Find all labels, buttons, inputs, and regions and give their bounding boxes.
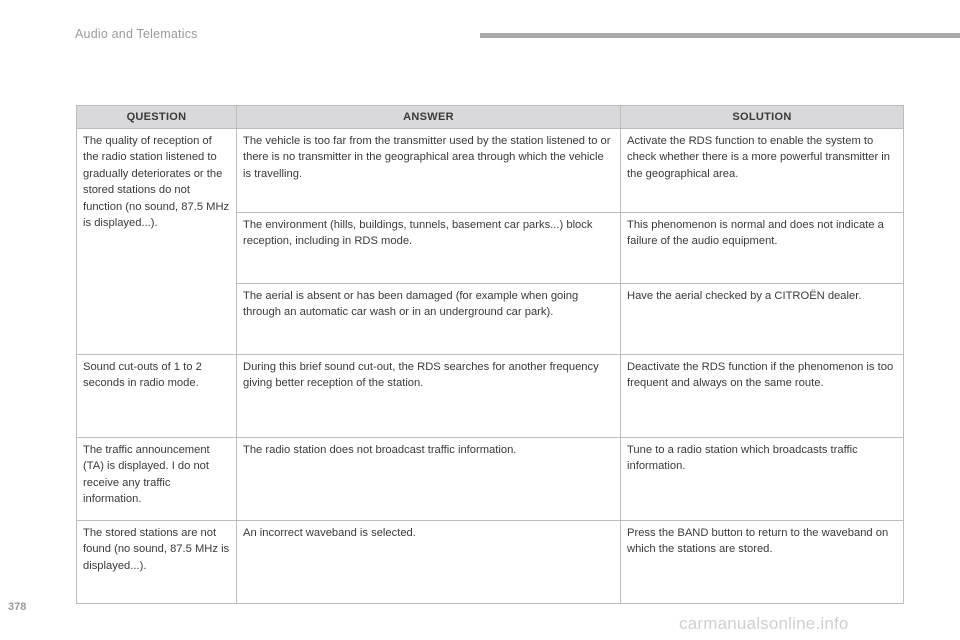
answer-cell: The radio station does not broadcast traffic information. [237,438,621,521]
solution-cell: Tune to a radio station which broadcasts traffic information. [621,438,904,521]
solution-cell: Deactivate the RDS function if the phenomenon is too frequent and always on the same route. [621,355,904,438]
column-header-answer: ANSWER [237,106,621,129]
table-header-row [77,106,904,129]
watermark[interactable]: carmanualsonline.info [679,614,849,633]
question-cell: The quality of reception of the radio station listened to gradually deteriorates or the stored stations do not function (no sound, 87.5 MHz is displayed...). [77,129,237,355]
answer-cell: An incorrect waveband is selected. [237,521,621,604]
answer-cell: During this brief sound cut-out, the RDS searches for another frequency giving better reception of the station. [237,355,621,438]
question-cell: The stored stations are not found (no sound, 87.5 MHz is displayed...). [77,521,237,604]
section-title: Audio and Telematics [75,27,198,41]
table-row [77,438,904,521]
faq-table [76,105,904,604]
page-number: 378 [8,601,27,613]
solution-cell: Activate the RDS function to enable the system to check whether there is a more powerful transmitter in the geographical area. [621,129,904,213]
header-rule [480,33,960,38]
answer-cell: The environment (hills, buildings, tunnels, basement car parks...) block reception, including in RDS mode. [237,213,621,284]
answer-cell: The aerial is absent or has been damaged (for example when going through an automatic car wash or in an underground car park). [237,284,621,355]
question-cell: The traffic announcement (TA) is displayed. I do not receive any traffic information. [77,438,237,521]
column-header-question: QUESTION [77,106,237,129]
table-row [77,355,904,438]
solution-cell: This phenomenon is normal and does not indicate a failure of the audio equipment. [621,213,904,284]
answer-cell: The vehicle is too far from the transmitter used by the station listened to or there is no transmitter in the geographical area through which the vehicle is travelling. [237,129,621,213]
question-cell: Sound cut-outs of 1 to 2 seconds in radio mode. [77,355,237,438]
table-row [77,129,904,213]
solution-cell: Press the BAND button to return to the waveband on which the stations are stored. [621,521,904,604]
table-row [77,521,904,604]
column-header-solution: SOLUTION [621,106,904,129]
solution-cell: Have the aerial checked by a CITROËN dealer. [621,284,904,355]
